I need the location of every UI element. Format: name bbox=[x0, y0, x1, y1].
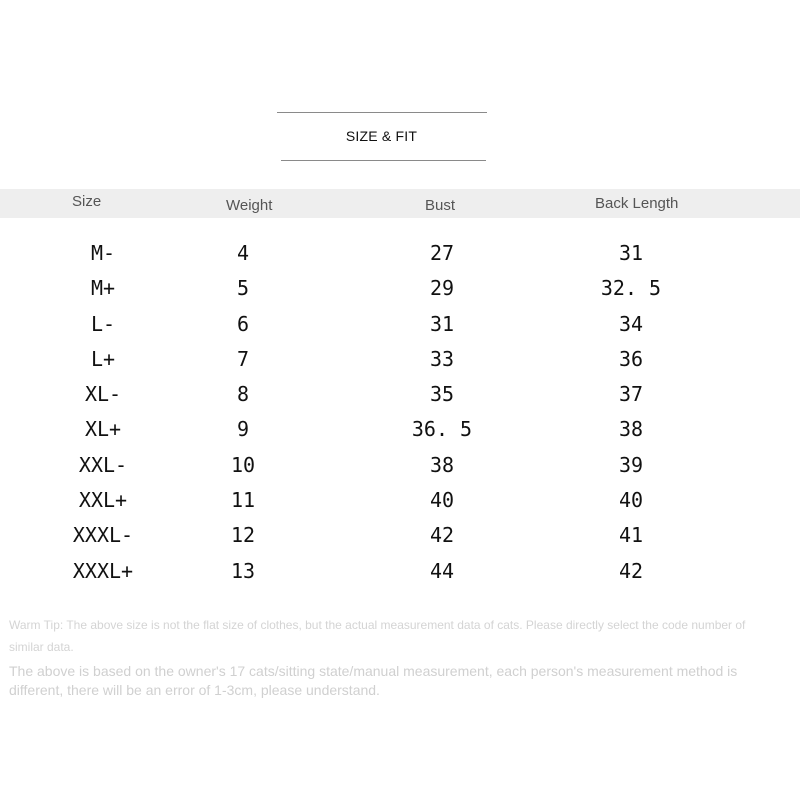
cell-bust: 35 bbox=[429, 382, 455, 407]
cell-size: XL+ bbox=[84, 417, 122, 442]
cell-size: XXL+ bbox=[78, 488, 128, 513]
cell-weight: 6 bbox=[236, 311, 250, 336]
size-table-body bbox=[0, 236, 800, 589]
cell-weight: 4 bbox=[236, 241, 250, 265]
cell-back-length: 34 bbox=[618, 311, 644, 336]
header-size: Size bbox=[72, 193, 102, 210]
cell-weight: 7 bbox=[236, 346, 250, 371]
cell-back-length: 32. 5 bbox=[600, 276, 662, 301]
cell-bust: 31 bbox=[429, 311, 455, 336]
cell-size: XXXL- bbox=[72, 523, 134, 548]
cell-back-length: 41 bbox=[618, 523, 644, 548]
cell-bust: 36. 5 bbox=[411, 417, 473, 442]
warm-tip-note: Warm Tip: The above size is not the flat size of clothes, but the actual measurement data of cats. Please directly select the code number of similar data. bbox=[9, 618, 746, 654]
cell-bust: 42 bbox=[429, 523, 455, 548]
cell-bust: 29 bbox=[429, 276, 455, 301]
cell-weight: 13 bbox=[230, 558, 256, 583]
cell-bust: 38 bbox=[429, 452, 455, 477]
cell-size: L+ bbox=[90, 346, 116, 371]
cell-size: XXXL+ bbox=[72, 558, 134, 583]
cell-back-length: 37 bbox=[618, 382, 644, 407]
table-row bbox=[0, 307, 800, 342]
table-row bbox=[0, 518, 800, 553]
table-row bbox=[0, 377, 800, 412]
measurement-note: The above is based on the owner's 17 cats/sitting state/manual measurement, each person's measurement method is different, there will be an error of 1-3cm, please understand. bbox=[9, 663, 738, 698]
table-row bbox=[0, 554, 800, 589]
cell-back-length: 42 bbox=[618, 558, 644, 583]
cell-weight: 11 bbox=[230, 488, 256, 513]
table-row bbox=[0, 412, 800, 447]
cell-size: L- bbox=[90, 311, 116, 336]
page-title: SIZE & FIT bbox=[345, 128, 418, 144]
table-row bbox=[0, 483, 800, 518]
cell-weight: 9 bbox=[236, 417, 250, 442]
header-back-length: Back Length bbox=[595, 195, 679, 212]
cell-size: M- bbox=[90, 241, 116, 265]
cell-back-length: 40 bbox=[618, 488, 644, 513]
header-weight: Weight bbox=[226, 197, 273, 214]
cell-back-length: 38 bbox=[618, 417, 644, 442]
cell-weight: 5 bbox=[236, 276, 250, 301]
cell-bust: 44 bbox=[429, 558, 455, 583]
cell-bust: 40 bbox=[429, 488, 455, 513]
cell-size: M+ bbox=[90, 276, 116, 301]
cell-back-length: 39 bbox=[618, 452, 644, 477]
cell-back-length: 36 bbox=[618, 346, 644, 371]
cell-bust: 27 bbox=[429, 241, 455, 265]
table-header bbox=[0, 189, 800, 218]
cell-weight: 10 bbox=[230, 452, 256, 477]
cell-bust: 33 bbox=[429, 346, 455, 371]
cell-size: XL- bbox=[84, 382, 122, 407]
cell-weight: 12 bbox=[230, 523, 256, 548]
table-row bbox=[0, 236, 800, 271]
cell-weight: 8 bbox=[236, 382, 250, 407]
cell-size: XXL- bbox=[78, 452, 128, 477]
title-top-rule bbox=[277, 112, 487, 113]
table-row bbox=[0, 271, 800, 306]
cell-back-length: 31 bbox=[618, 241, 644, 265]
table-row bbox=[0, 448, 800, 483]
table-row bbox=[0, 342, 800, 377]
title-bottom-rule bbox=[281, 160, 486, 161]
header-bust: Bust bbox=[425, 197, 456, 214]
